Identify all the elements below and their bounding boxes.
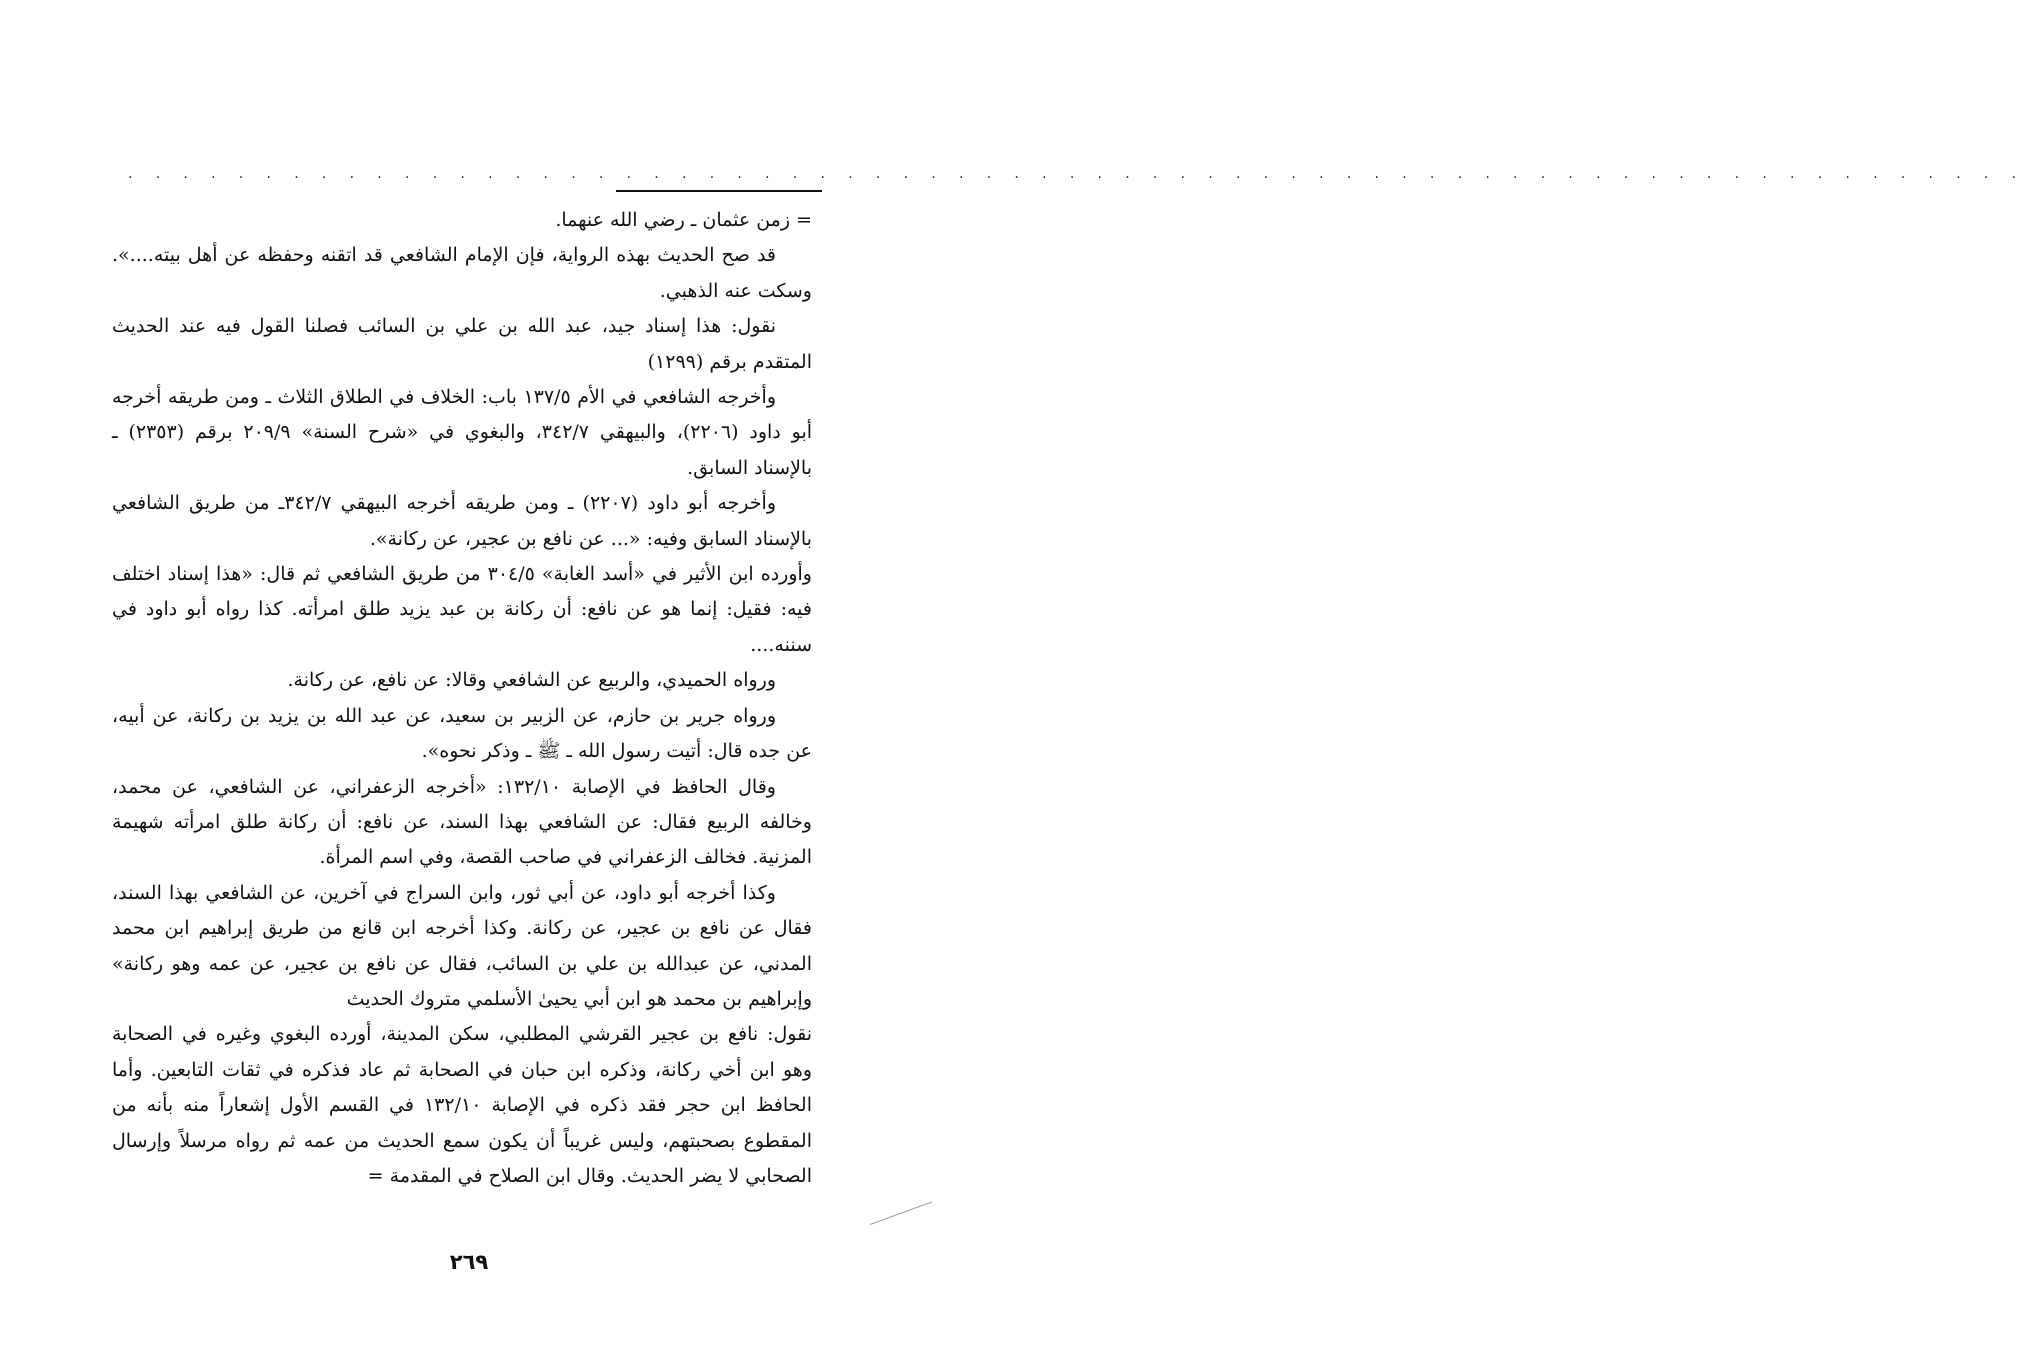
paragraph: ورواه جرير بن حازم، عن الزبير بن سعيد، عن عبد الله بن يزيد بن ركانة، عن أبيه، عن جده قال: أتيت رسول الله ـ ﷺ ـ وذكر نحوه». <box>112 704 812 763</box>
paragraph: وأخرجه أبو داود (٢٢٠٧) ـ ومن طريقه أخرجه البيهقي ٣٤٢/٧ـ من طريق الشافعي بالإسناد السابق وفيه: «... عن نافع بن عجير، عن ركانة». <box>112 492 812 550</box>
footnote-text <box>112 203 812 1194</box>
paragraph: قد صح الحديث بهذه الرواية، فإن الإمام الشافعي قد اتقنه وحفظه عن أهل بيته....». وسكت عنه الذهبي. <box>112 244 812 302</box>
paragraph: وقال الحافظ في الإصابة ١٣٢/١٠: «أخرجه الزعفراني، عن الشافعي، عن محمد، وخالفه الربيع فقال: عن الشافعي بهذا السند، عن نافع: أن ركانة طلق امرأته شهيمة المزنية. فخالف الزعفراني في صاحب القصة، وفي اسم المرأة. <box>112 775 812 869</box>
footnote-rule <box>616 190 822 192</box>
paragraph: ورواه الحميدي، والربيع عن الشافعي وقالا: عن نافع، عن ركانة. <box>287 669 776 692</box>
page-number: ٢٦٩ <box>449 1250 489 1274</box>
paragraph: وأورده ابن الأثير في «أسد الغابة» ٣٠٤/٥ من طريق الشافعي ثم قال: «هذا إسناد اختلف فيه: فقيل: إنما هو عن نافع: أن ركانة بن عبد يزيد طلق امرأته. كذا رواه أبو داود في سننه.... <box>112 563 812 656</box>
separator-dots: . . . . . . . . . . . . . . . . . . . . . . . . . . . . . . . . . . . . . . . . . . . . . . . . . . . . . . . . . . . . . . . . . . . . . <box>128 166 2025 182</box>
paragraph: = زمن عثمان ـ رضي الله عنهما. <box>555 209 812 231</box>
paragraph: نقول: نافع بن عجير القرشي المطلبي، سكن المدينة، أورده البغوي وغيره في الصحابة وهو ابن أخي ركانة، وذكره ابن حبان في الصحابة ثم عاد فذكره في ثقات التابعين. وأما الحافظ ابن حجر فقد ذكره في الإصابة ١٣٢/١٠ في القسم الأول إشعاراً منه بأنه من المقطوع بصحبتهم، وليس غريباً أن يكون سمع الحديث من عمه ثم رواه مرسلاً وإرسال الصحابي لا يضر الحديث. وقال ابن الصلاح في المقدمة = <box>112 1023 812 1187</box>
paragraph: وأخرجه الشافعي في الأم ١٣٧/٥ باب: الخلاف في الطلاق الثلاث ـ ومن طريقه أخرجه أبو داود (٢٢٠٦)، والبيهقي ٣٤٢/٧، والبغوي في «شرح السنة» ٢٠٩/٩ برقم (٢٣٥٣) ـ بالإسناد السابق. <box>112 386 813 479</box>
scan-edge-mark <box>870 1201 932 1225</box>
paragraph: وكذا أخرجه أبو داود، عن أبي ثور، وابن السراج في آخرين، عن الشافعي بهذا السند، فقال عن نافع بن عجير، عن ركانة. وكذا أخرجه ابن قانع من طريق إبراهيم ابن محمد المدني، عن عبدالله بن علي بن السائب، فقال عن نافع بن عجير، عن عمه وهو ركانة» وإبراهيم بن محمد هو ابن أبي يحيىٰ الأسلمي متروك الحديث <box>112 881 812 1010</box>
paragraph: نقول: هذا إسناد جيد، عبد الله بن علي بن السائب فصلنا القول فيه عند الحديث المتقدم برقم (١٢٩٩) <box>112 315 812 373</box>
